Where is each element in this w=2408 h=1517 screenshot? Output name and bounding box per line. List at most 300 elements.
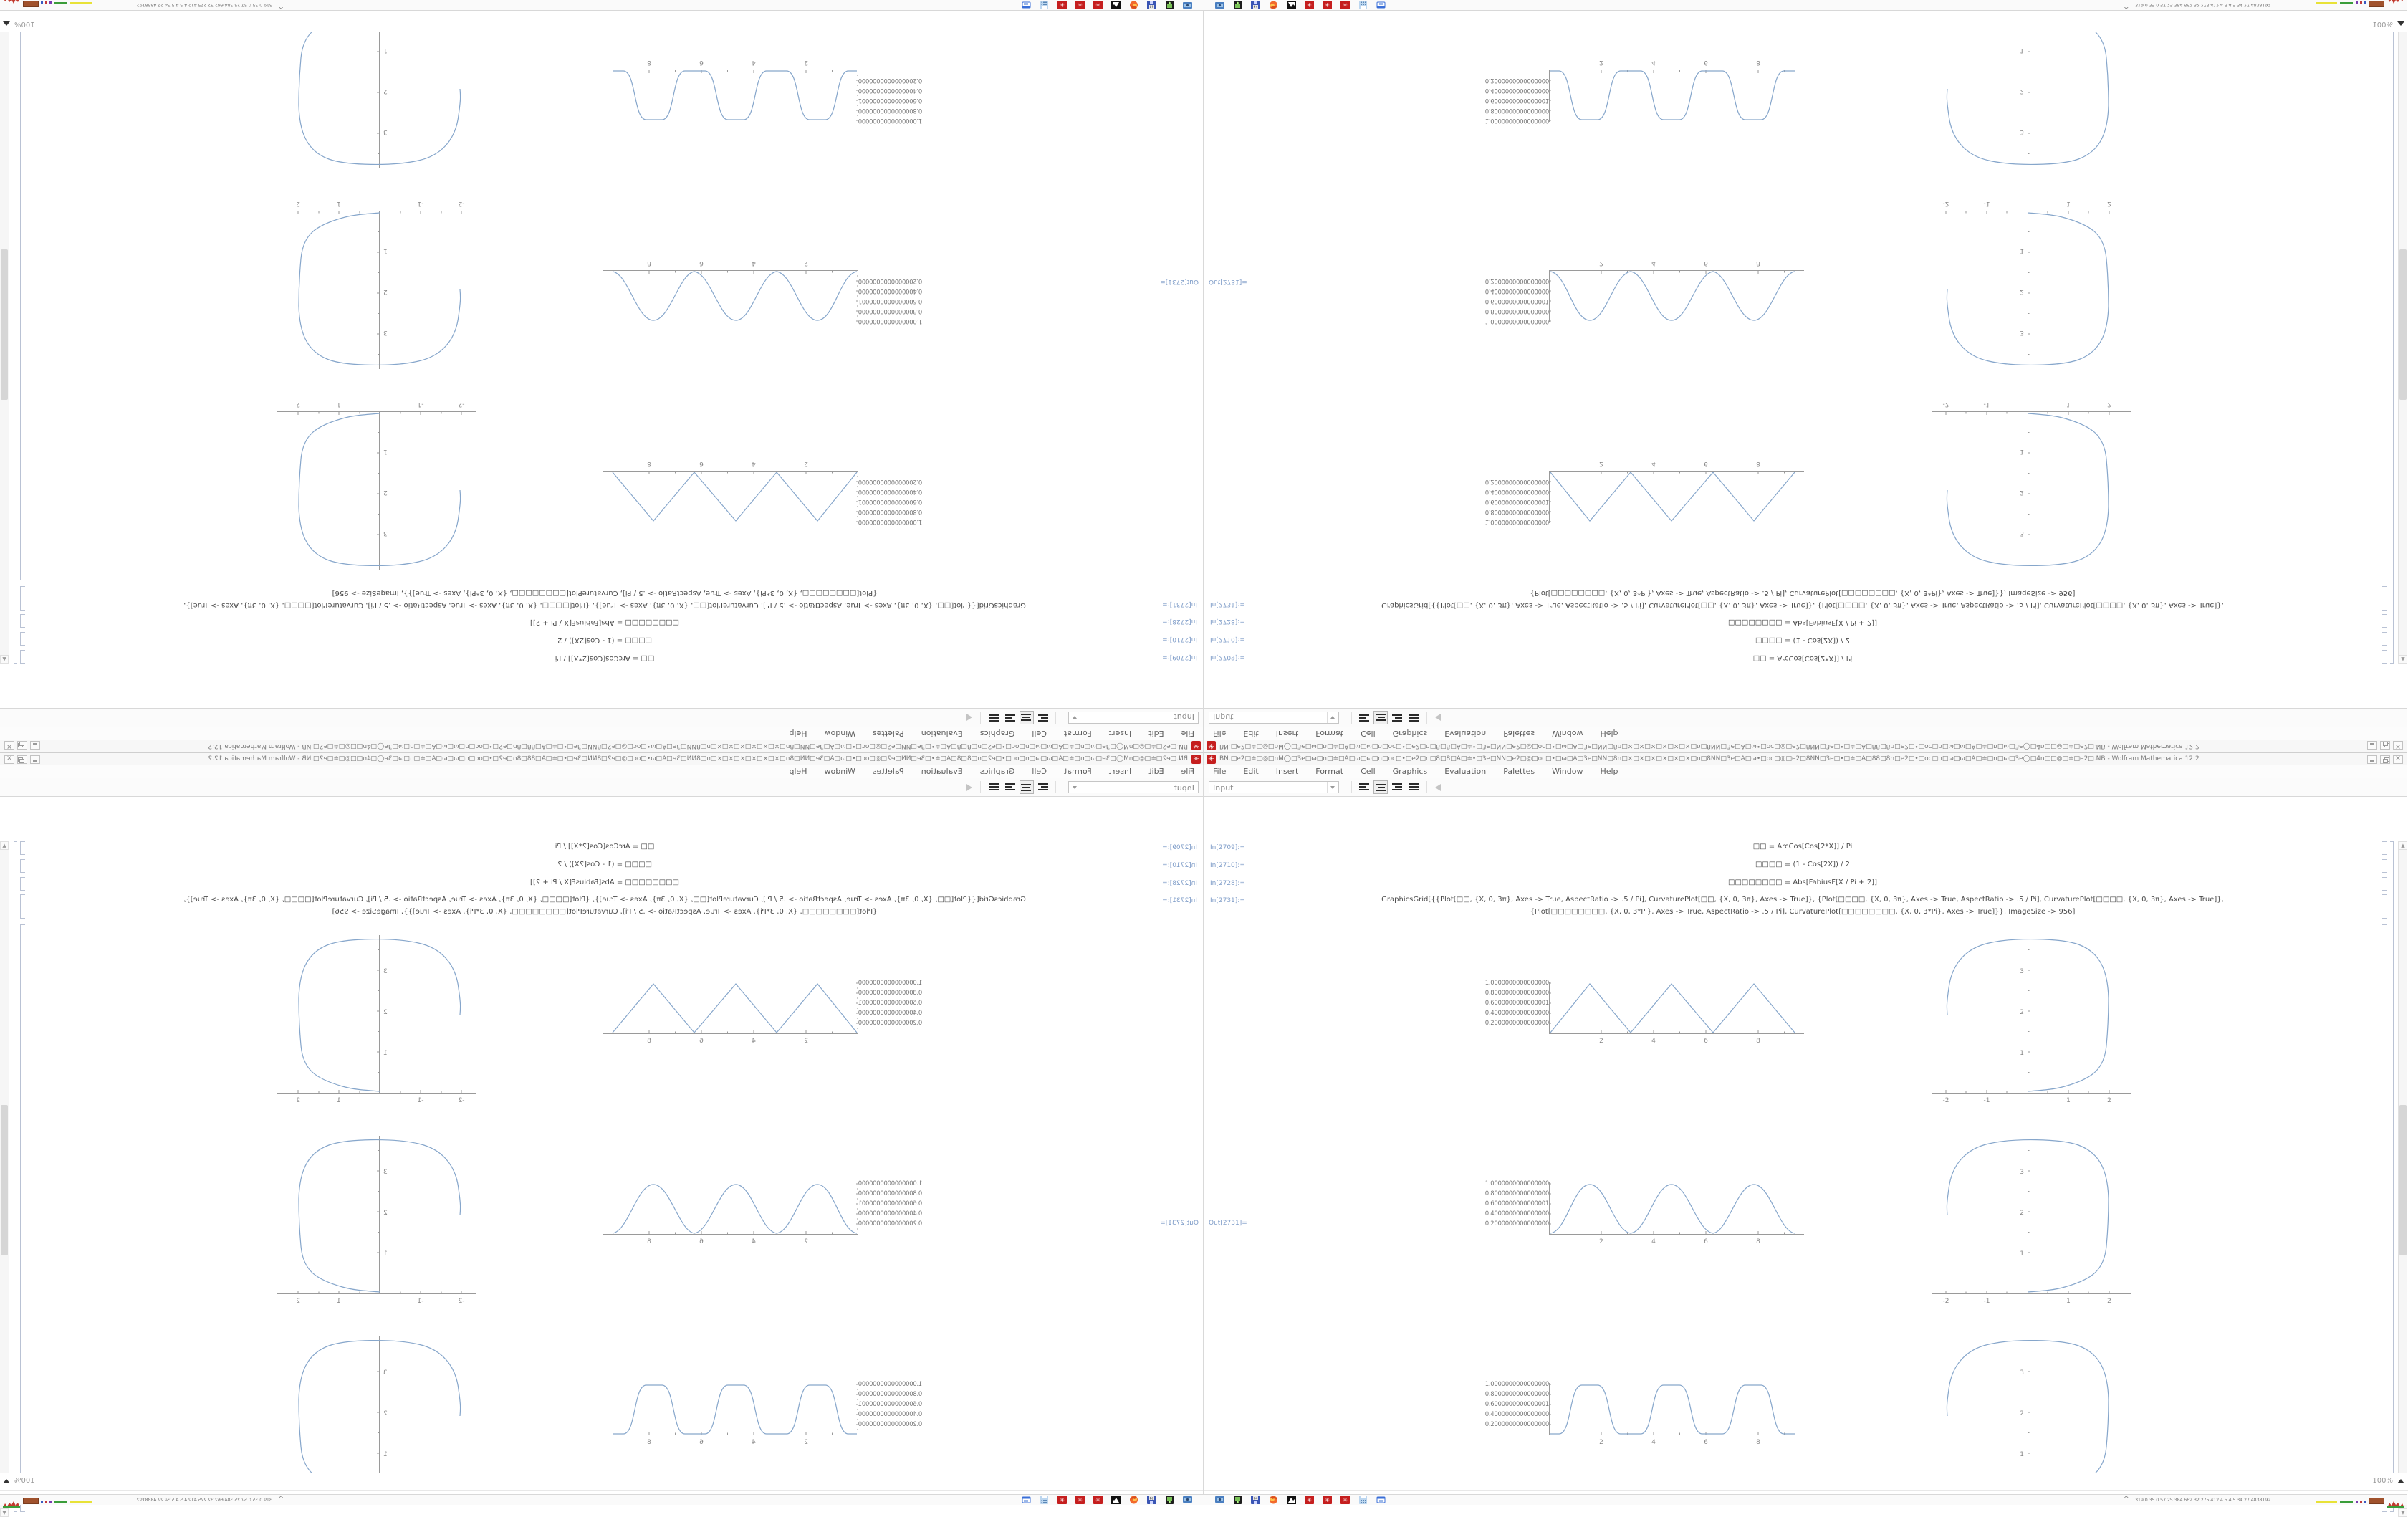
svg-text:✳: ✳ [1060, 1, 1065, 8]
graph-cpu-area [3, 1497, 20, 1511]
mathematica-icon[interactable] [1305, 1, 1314, 9]
input-cell-code[interactable]: □□ = ArcCos[Cos[2*X]] / Pi [1752, 654, 1853, 662]
svg-text:-1: -1 [1983, 1298, 1990, 1305]
menu-graphics[interactable]: Graphics [979, 729, 1015, 738]
menu-insert[interactable]: Insert [1108, 767, 1132, 776]
svg-text:8: 8 [647, 460, 651, 467]
dropdown-arrow-icon[interactable] [1327, 712, 1338, 723]
input-cell-code[interactable]: □□□□□□□□ = Abs[FabiusF[X / Pi + 2]] [1728, 879, 1877, 886]
cell-group-bracket[interactable] [2390, 841, 2394, 1512]
curvature-plot-1 [1932, 929, 2134, 1111]
system-monitor-text: 319 0.35 0.57 25 384 662 32 275 412 4.5 4.5 34 27 4838192 [2135, 1497, 2271, 1503]
floppy-64-icon[interactable] [1251, 1, 1260, 9]
notebook-cell-area[interactable] [0, 32, 1204, 708]
in-label: In[2710]:= [1210, 862, 1245, 869]
close-button[interactable] [2393, 741, 2403, 750]
plot-sine-squared-wave [599, 1178, 937, 1246]
triangle-wave-canvas [599, 977, 858, 1045]
plateau-wave-canvas [1549, 1379, 1808, 1447]
input-cell-code[interactable]: {Plot[□□□□□□□□, {X, 0, 3*Pi}, Axes -> True, AspectRatio -> .5 / Pi], CurvaturePlot[□□□□□□□□, {X, 0, 3*Pi}, Axes -> True]}}, ImageSize -> 956] [332, 908, 878, 916]
align-right-icon [1005, 783, 1015, 791]
scroll-up-icon[interactable]: ▲ [2399, 841, 2407, 850]
image-viewer-icon[interactable] [1287, 1496, 1296, 1504]
y-axis-tick-labels: 1.0000000000000000 0.8000000000000000 0.6000000000000001 0.4000000000000000 0.2000000000000000 [1484, 77, 1549, 124]
graph-dot [49, 1501, 52, 1503]
menu-evaluation[interactable]: Evaluation [1444, 767, 1487, 776]
input-cell-code[interactable]: □□ = ArcCos[Cos[2*X]] / Pi [555, 654, 655, 662]
svg-text:8: 8 [1756, 1439, 1760, 1446]
menu-cell[interactable]: Cell [1032, 767, 1047, 776]
storage-device-icon[interactable] [1165, 1496, 1174, 1504]
mathematica-icon[interactable] [1305, 1496, 1314, 1504]
magnification-popup-icon[interactable] [3, 1479, 10, 1483]
vertical-scrollbar[interactable] [2398, 0, 2407, 664]
align-right-button[interactable] [1390, 780, 1404, 794]
svg-text:8: 8 [647, 259, 651, 267]
align-left-icon [1038, 783, 1048, 791]
svg-text:1: 1 [2066, 1097, 2071, 1104]
menu-help[interactable]: Help [789, 767, 807, 776]
magnification-control[interactable] [14, 20, 35, 28]
cell-bracket[interactable] [2382, 894, 2387, 919]
svg-text:1: 1 [383, 247, 388, 254]
floppy-64-icon[interactable] [1147, 1, 1156, 9]
magnification-popup-icon[interactable] [2397, 21, 2404, 26]
mathematica-screen [1204, 0, 2407, 752]
menu-edit[interactable]: Edit [1148, 729, 1164, 738]
horizontal-scrollbar[interactable] [0, 1490, 1203, 1491]
dropdown-arrow-icon[interactable] [1327, 782, 1338, 793]
menu-window[interactable]: Window [1552, 729, 1583, 738]
terminal-window-icon[interactable] [1022, 1, 1031, 9]
input-cell-code[interactable]: GraphicsGrid[{{Plot[□□, {X, 0, 3π}, Axes -> True, AspectRatio -> .5 / Pi], CurvaturePlot[□□, {X, 0, 3π}, Axes -> True]}, {Plot[□□□□, {X, 0, 3π}, Axes -> True, AspectRatio -> .5 / Pi], CurvaturePlot[□□□□, {X, 0, 3π}, Axes -> True]}, [183, 601, 1026, 609]
align-left-button[interactable] [1036, 711, 1050, 724]
svg-text:6: 6 [699, 460, 704, 467]
align-right-button[interactable] [1003, 780, 1017, 794]
rounded-square-canvas [274, 396, 476, 575]
restore-button[interactable] [17, 755, 27, 764]
calculator-icon[interactable] [1040, 1, 1049, 9]
firefox-icon[interactable] [1269, 1, 1278, 9]
input-cell-code[interactable]: □□ = ArcCos[Cos[2*X]] / Pi [1752, 843, 1853, 851]
calculator-icon[interactable] [1358, 1496, 1368, 1504]
scroll-down-icon[interactable]: ▼ [2399, 1508, 2407, 1517]
menu-format[interactable]: Format [1063, 767, 1092, 776]
svg-text:-2: -2 [1942, 1097, 1949, 1104]
graph-cpu-area [2387, 1497, 2404, 1511]
align-justify-button[interactable] [987, 780, 1001, 794]
restore-button[interactable] [2380, 741, 2390, 750]
cell-bracket[interactable] [20, 650, 25, 664]
align-right-button[interactable] [1390, 711, 1404, 724]
menu-window[interactable]: Window [824, 729, 855, 738]
minimize-button[interactable] [30, 755, 40, 764]
align-center-button[interactable] [1373, 711, 1388, 724]
scrollbar-thumb[interactable] [1, 249, 8, 400]
collapse-toolbar-icon[interactable] [1435, 714, 1441, 721]
menu-format[interactable]: Format [1315, 767, 1344, 776]
align-left-button[interactable] [1036, 780, 1050, 794]
plot-plateau-wave [1470, 1379, 1808, 1447]
menu-cell[interactable]: Cell [1361, 729, 1376, 738]
mathematica-screen [0, 752, 1204, 1516]
menu-insert[interactable]: Insert [1275, 767, 1299, 776]
dropdown-arrow-icon[interactable] [1069, 712, 1080, 723]
align-left-button[interactable] [1357, 711, 1371, 724]
cell-bracket[interactable] [2382, 650, 2387, 664]
align-center-button[interactable] [1373, 780, 1388, 794]
svg-text:2: 2 [2107, 401, 2111, 408]
input-cell-code[interactable]: □□□□□□□□ = Abs[FabiusF[X / Pi + 2]] [530, 879, 679, 886]
svg-text:-1: -1 [417, 401, 424, 408]
input-cell-code[interactable]: {Plot[□□□□□□□□, {X, 0, 3*Pi}, Axes -> True, AspectRatio -> .5 / Pi], CurvaturePlot[□□□□□□□□, {X, 0, 3*Pi}, Axes -> True]}}, ImageSize -> 956] [1530, 908, 2076, 916]
graph-dot [41, 1, 43, 4]
magnification-value: 100% [14, 1477, 35, 1485]
terminal-window-icon[interactable] [1376, 1496, 1386, 1504]
svg-text:4: 4 [752, 259, 756, 267]
scroll-up-icon[interactable]: ▲ [0, 841, 9, 850]
plot-plateau-wave [1470, 58, 1808, 126]
floppy-64-icon[interactable] [1251, 1496, 1260, 1504]
plot-plateau-wave [599, 1379, 937, 1447]
input-cell-code[interactable]: GraphicsGrid[{{Plot[□□, {X, 0, 3π}, Axes -> True, AspectRatio -> .5 / Pi], CurvaturePlot[□□, {X, 0, 3π}, Axes -> True]}, {Plot[□□□□, {X, 0, 3π}, Axes -> True, AspectRatio -> .5 / Pi], CurvaturePlot[□□□□, {X, 0, 3π}, Axes -> True]}, [183, 896, 1026, 904]
terminal-window-icon[interactable] [1022, 1496, 1031, 1504]
cell-style-dropdown[interactable]: Input [1068, 781, 1199, 793]
svg-text:2: 2 [2020, 489, 2024, 496]
cell-style-dropdown[interactable]: Input [1209, 712, 1339, 724]
vertical-scrollbar[interactable] [2398, 841, 2407, 1517]
menu-graphics[interactable]: Graphics [1392, 767, 1428, 776]
magnification-popup-icon[interactable] [3, 21, 10, 26]
in-label: In[2731]:= [1162, 600, 1197, 608]
close-button[interactable] [4, 755, 14, 764]
graph-yellow-bar [2316, 2, 2337, 4]
menu-edit[interactable]: Edit [1243, 729, 1259, 738]
out-label: Out[2731]= [1160, 1220, 1199, 1227]
menu-file[interactable]: File [1213, 767, 1227, 776]
svg-text:2: 2 [296, 200, 300, 207]
input-cell-code[interactable]: □□ = ArcCos[Cos[2*X]] / Pi [555, 843, 655, 851]
menu-help[interactable]: Help [1600, 729, 1618, 738]
window-titlebar[interactable] [1204, 740, 2407, 752]
svg-text:2: 2 [804, 460, 808, 467]
svg-text:✳: ✳ [1060, 1497, 1065, 1503]
cell-bracket[interactable] [2382, 859, 2387, 873]
menu-edit[interactable]: Edit [1243, 767, 1259, 776]
window-title: BN.□e2□≑□◎□nM◯□3e□ω□n□≑□A□ω□ω□n□oc□•□e2□n□8□8□A□≑•□3e□NN□e2□◎□oc□•□ω□A□3e□NN□8n□×□×□×□×□×□×□n□8NN□3e□A□ω•□oc□◎□e2□8NN□3e□•□≑□A□88□8n□e2□•□oc□n□ω□ω□A□≑□n□ω□3e◯□4n□□◎□≑□e2□.NB - Wolfram Mathematica 12.2 [208, 742, 1188, 750]
svg-text:-1: -1 [417, 200, 424, 207]
align-center-button[interactable] [1020, 711, 1034, 724]
magnification-control[interactable] [2372, 20, 2393, 28]
input-cell-code[interactable]: □□□□□□□□ = Abs[FabiusF[X / Pi + 2]] [530, 618, 679, 626]
svg-text:-1: -1 [1983, 200, 1990, 207]
taskbar [0, 0, 1204, 11]
svg-text:4: 4 [1651, 1439, 1656, 1446]
svg-text:2: 2 [1599, 59, 1603, 66]
window-titlebar[interactable] [1204, 752, 2407, 765]
menu-evaluation[interactable]: Evaluation [921, 729, 963, 738]
storage-device-icon[interactable] [1165, 1, 1174, 9]
scroll-up-icon[interactable]: ▲ [2399, 655, 2407, 664]
svg-text:2: 2 [2020, 1210, 2024, 1217]
mathematica-icon[interactable] [1323, 1496, 1332, 1504]
mathematica-icon[interactable] [1093, 1, 1103, 9]
menu-help[interactable]: Help [789, 729, 807, 738]
system-monitor-text: 319 0.35 0.57 25 384 662 32 275 412 4.5 4.5 34 27 4838192 [136, 2, 272, 8]
firefox-icon[interactable] [1269, 1496, 1278, 1504]
cell-bracket[interactable] [20, 632, 25, 646]
curvature-plot-2 [1932, 193, 2134, 375]
menu-insert[interactable]: Insert [1275, 729, 1299, 738]
image-viewer-icon[interactable] [1111, 1, 1121, 9]
input-cell-code[interactable]: {Plot[□□□□□□□□, {X, 0, 3*Pi}, Axes -> True, AspectRatio -> .5 / Pi], CurvaturePlot[□□□□□□□□, {X, 0, 3*Pi}, Axes -> True]}}, ImageSize -> 956] [1530, 589, 2076, 597]
tray-overflow-chevron[interactable]: ^ [278, 1496, 284, 1503]
curvature-plot-2 [1932, 1130, 2134, 1312]
menu-graphics[interactable]: Graphics [979, 767, 1015, 776]
cell-bracket[interactable] [20, 859, 25, 873]
graph-green-bar [54, 1501, 67, 1503]
window-status-strip [0, 1473, 1204, 1494]
cell-bracket[interactable] [20, 841, 25, 855]
input-cell-code[interactable]: {Plot[□□□□□□□□, {X, 0, 3*Pi}, Axes -> True, AspectRatio -> .5 / Pi], CurvaturePlot[□□□□□□□□, {X, 0, 3*Pi}, Axes -> True]}}, ImageSize -> 956] [332, 589, 878, 597]
svg-text:6: 6 [699, 1238, 704, 1245]
in-label: In[2709]:= [1210, 654, 1245, 661]
plateau-wave-canvas [1549, 58, 1808, 126]
plot-sine-squared-wave [1470, 259, 1808, 327]
input-cell-code[interactable]: GraphicsGrid[{{Plot[□□, {X, 0, 3π}, Axes -> True, AspectRatio -> .5 / Pi], CurvaturePlot[□□, {X, 0, 3π}, Axes -> True]}, {Plot[□□□□, {X, 0, 3π}, Axes -> True, AspectRatio -> .5 / Pi], CurvaturePlot[□□□□, {X, 0, 3π}, Axes -> True]}, [1381, 601, 2224, 609]
cell-group-bracket[interactable] [14, 841, 17, 1512]
svg-text:2: 2 [2107, 1097, 2111, 1104]
align-justify-button[interactable] [1406, 780, 1421, 794]
plot-triangle-wave [599, 459, 937, 527]
magnification-control[interactable] [14, 1477, 35, 1485]
cell-bracket[interactable] [2382, 924, 2387, 1512]
taskbar [1204, 0, 2407, 11]
menu-window[interactable]: Window [824, 767, 855, 776]
screen-capture-icon[interactable] [1183, 1496, 1192, 1504]
cell-bracket[interactable] [20, 924, 25, 1512]
collapse-toolbar-icon[interactable] [1435, 784, 1441, 791]
menu-evaluation[interactable]: Evaluation [921, 767, 963, 776]
screen-capture-icon[interactable] [1215, 1, 1224, 9]
curvature-plot-1 [1932, 393, 2134, 575]
scrollbar-thumb[interactable] [2399, 249, 2407, 400]
svg-text:-2: -2 [458, 1298, 465, 1305]
svg-text:-1: -1 [1983, 1097, 1990, 1104]
menu-insert[interactable]: Insert [1108, 729, 1132, 738]
out-label: Out[2731]= [1209, 1220, 1247, 1227]
menu-palettes[interactable]: Palettes [872, 767, 904, 776]
terminal-window-icon[interactable] [1376, 1, 1386, 9]
svg-text:2: 2 [1599, 460, 1603, 467]
restore-button[interactable] [2380, 755, 2390, 764]
align-left-button[interactable] [1357, 780, 1371, 794]
cell-group-bracket[interactable] [14, 0, 17, 664]
cell-bracket[interactable] [2382, 841, 2387, 855]
align-justify-button[interactable] [1406, 711, 1421, 724]
mathematica-icon[interactable] [1057, 1496, 1067, 1504]
y-axis-tick-labels: 1.0000000000000000 0.8000000000000000 0.6000000000000001 0.4000000000000000 0.2000000000000000 [858, 478, 923, 525]
mathematica-icon[interactable] [1340, 1, 1350, 9]
align-justify-button[interactable] [987, 711, 1001, 724]
dropdown-arrow-icon[interactable] [1069, 782, 1080, 793]
input-cell-code[interactable]: □□□□ = (1 - Cos[2X]) / 2 [1755, 861, 1851, 868]
window-titlebar[interactable] [0, 752, 1204, 765]
svg-text:1: 1 [2020, 1050, 2024, 1057]
svg-text:3: 3 [383, 329, 388, 336]
minimize-button[interactable] [2367, 741, 2377, 750]
vertical-scrollbar[interactable] [0, 841, 9, 1517]
in-label: In[2710]:= [1162, 862, 1197, 869]
restore-button[interactable] [17, 741, 27, 750]
firefox-icon[interactable] [1129, 1496, 1138, 1504]
scrollbar-thumb[interactable] [1, 1105, 8, 1255]
svg-text:2: 2 [1599, 1038, 1603, 1045]
close-button[interactable] [4, 741, 14, 750]
floppy-64-icon[interactable] [1147, 1496, 1156, 1504]
cell-bracket[interactable] [2382, 614, 2387, 628]
rounded-square-canvas [1932, 1130, 2134, 1309]
window-title: BN.□e2□≑□◎□nM◯□3e□ω□n□≑□A□ω□ω□n□oc□•□e2□n□8□8□A□≑•□3e□NN□e2□◎□oc□•□ω□A□3e□NN□8n□×□×□×□×□×□×□n□8NN□3e□A□ω•□oc□◎□e2□8NN□3e□•□≑□A□88□8n□e2□•□oc□n□ω□ω□A□≑□n□ω□3e◯□4n□□◎□≑□e2□.NB - Wolfram Mathematica 12.2 [1219, 742, 2200, 750]
sine-squared-canvas [1549, 1178, 1808, 1246]
svg-text:1: 1 [2066, 200, 2071, 207]
svg-text:1: 1 [2020, 1250, 2024, 1258]
rounded-square-canvas [1932, 396, 2134, 575]
align-center-icon [1376, 713, 1386, 722]
scroll-up-icon[interactable]: ▲ [0, 655, 9, 664]
align-center-button[interactable] [1020, 780, 1034, 794]
svg-text:3: 3 [2020, 1369, 2024, 1377]
menu-cell[interactable]: Cell [1361, 767, 1376, 776]
cell-bracket[interactable] [20, 0, 25, 580]
svg-text:1: 1 [383, 1250, 388, 1258]
svg-text:6: 6 [1704, 460, 1708, 467]
magnification-control[interactable] [2372, 1477, 2393, 1485]
magnification-value: 100% [2372, 20, 2393, 28]
curvature-plot-2 [274, 1130, 476, 1312]
mathematica-icon[interactable] [1323, 1, 1332, 9]
screen-capture-icon[interactable] [1183, 1, 1192, 9]
magnification-popup-icon[interactable] [2397, 1479, 2404, 1483]
screen-capture-icon[interactable] [1215, 1496, 1224, 1504]
svg-text:8: 8 [1756, 1038, 1760, 1045]
cell-bracket[interactable] [2382, 877, 2387, 891]
tray-overflow-chevron[interactable]: ^ [2124, 2, 2129, 9]
cell-group-bracket[interactable] [2390, 0, 2394, 664]
mathematica-icon[interactable] [1057, 1, 1067, 9]
image-viewer-icon[interactable] [1111, 1496, 1121, 1504]
tray-overflow-chevron[interactable]: ^ [2124, 1496, 2129, 1503]
cell-bracket[interactable] [2382, 0, 2387, 580]
calculator-icon[interactable] [1040, 1496, 1049, 1504]
menu-evaluation[interactable]: Evaluation [1444, 729, 1487, 738]
rounded-square-canvas [1932, 196, 2134, 375]
storage-device-icon[interactable] [1233, 1496, 1242, 1504]
cell-bracket[interactable] [2382, 632, 2387, 646]
menu-file[interactable]: File [1213, 729, 1227, 738]
minimize-button[interactable] [2367, 755, 2377, 764]
collapse-toolbar-icon[interactable] [966, 784, 972, 791]
svg-text:8: 8 [647, 1038, 651, 1045]
input-cell-code[interactable]: □□□□ = (1 - Cos[2X]) / 2 [1755, 636, 1851, 644]
mathematica-icon[interactable] [1075, 1496, 1085, 1504]
window-titlebar[interactable] [0, 740, 1204, 752]
graph-green-bar [2340, 1501, 2353, 1503]
horizontal-scrollbar[interactable] [1204, 1490, 2408, 1491]
mathematica-icon[interactable] [1340, 1496, 1350, 1504]
cell-bracket[interactable] [20, 894, 25, 919]
svg-text:64: 64 [1149, 1497, 1154, 1501]
cell-bracket[interactable] [20, 614, 25, 628]
svg-text:3: 3 [383, 128, 388, 135]
svg-text:6: 6 [1704, 59, 1708, 66]
align-right-button[interactable] [1003, 711, 1017, 724]
curvature-plot-1 [274, 393, 476, 575]
scrollbar-thumb[interactable] [2399, 1105, 2407, 1255]
menu-palettes[interactable]: Palettes [872, 729, 904, 738]
menu-palettes[interactable]: Palettes [1503, 729, 1535, 738]
menu-bar [0, 727, 1204, 740]
firefox-icon[interactable] [1129, 1, 1138, 9]
collapse-toolbar-icon[interactable] [966, 714, 972, 721]
window-status-strip [0, 11, 1204, 32]
notebook-cell-area[interactable] [1204, 32, 2407, 708]
svg-text:3: 3 [383, 1369, 388, 1377]
svg-text:-1: -1 [417, 1097, 424, 1104]
svg-text:2: 2 [1599, 259, 1603, 267]
cell-bracket[interactable] [2382, 586, 2387, 611]
tray-overflow-chevron[interactable]: ^ [278, 2, 284, 9]
align-justify-icon [989, 783, 999, 791]
input-cell-code[interactable]: □□□□□□□□ = Abs[FabiusF[X / Pi + 2]] [1728, 618, 1877, 626]
minimize-button[interactable] [30, 741, 40, 750]
input-cell-code[interactable]: □□□□ = (1 - Cos[2X]) / 2 [557, 636, 653, 644]
svg-text:6: 6 [1704, 1038, 1708, 1045]
svg-text:1: 1 [2020, 47, 2024, 54]
svg-text:2: 2 [804, 1238, 808, 1245]
cell-bracket[interactable] [20, 877, 25, 891]
calculator-icon[interactable] [1358, 1, 1368, 9]
cell-style-dropdown[interactable]: Input [1209, 781, 1339, 793]
scroll-down-icon[interactable]: ▼ [0, 1508, 9, 1517]
vertical-scrollbar[interactable] [0, 0, 9, 664]
menu-format[interactable]: Format [1315, 729, 1344, 738]
menu-edit[interactable]: Edit [1148, 767, 1164, 776]
close-button[interactable] [2393, 755, 2403, 764]
cell-style-dropdown[interactable]: Input [1068, 712, 1199, 724]
svg-text:✳: ✳ [1078, 1497, 1083, 1503]
cell-bracket[interactable] [20, 586, 25, 611]
input-cell-code[interactable]: □□□□ = (1 - Cos[2X]) / 2 [557, 861, 653, 868]
storage-device-icon[interactable] [1233, 1, 1242, 9]
menu-file[interactable]: File [1181, 767, 1194, 776]
y-axis-tick-labels: 1.0000000000000000 0.8000000000000000 0.6000000000000001 0.4000000000000000 0.2000000000000000 [1484, 1180, 1549, 1228]
svg-text:2: 2 [1599, 1439, 1603, 1446]
in-label: In[2710]:= [1162, 636, 1197, 643]
input-cell-code[interactable]: GraphicsGrid[{{Plot[□□, {X, 0, 3π}, Axes -> True, AspectRatio -> .5 / Pi], CurvaturePlot[□□, {X, 0, 3π}, Axes -> True]}, {Plot[□□□□, {X, 0, 3π}, Axes -> True, AspectRatio -> .5 / Pi], CurvaturePlot[□□□□, {X, 0, 3π}, Axes -> True]}, [1381, 896, 2224, 904]
menu-format[interactable]: Format [1063, 729, 1092, 738]
mathematica-icon[interactable] [1093, 1496, 1103, 1504]
image-viewer-icon[interactable] [1287, 1, 1296, 9]
menu-window[interactable]: Window [1552, 767, 1583, 776]
menu-graphics[interactable]: Graphics [1392, 729, 1428, 738]
menu-help[interactable]: Help [1600, 767, 1618, 776]
mathematica-icon[interactable] [1075, 1, 1085, 9]
in-label: In[2728]:= [1210, 880, 1245, 887]
menu-cell[interactable]: Cell [1032, 729, 1047, 738]
menu-palettes[interactable]: Palettes [1503, 767, 1535, 776]
menu-file[interactable]: File [1181, 729, 1194, 738]
